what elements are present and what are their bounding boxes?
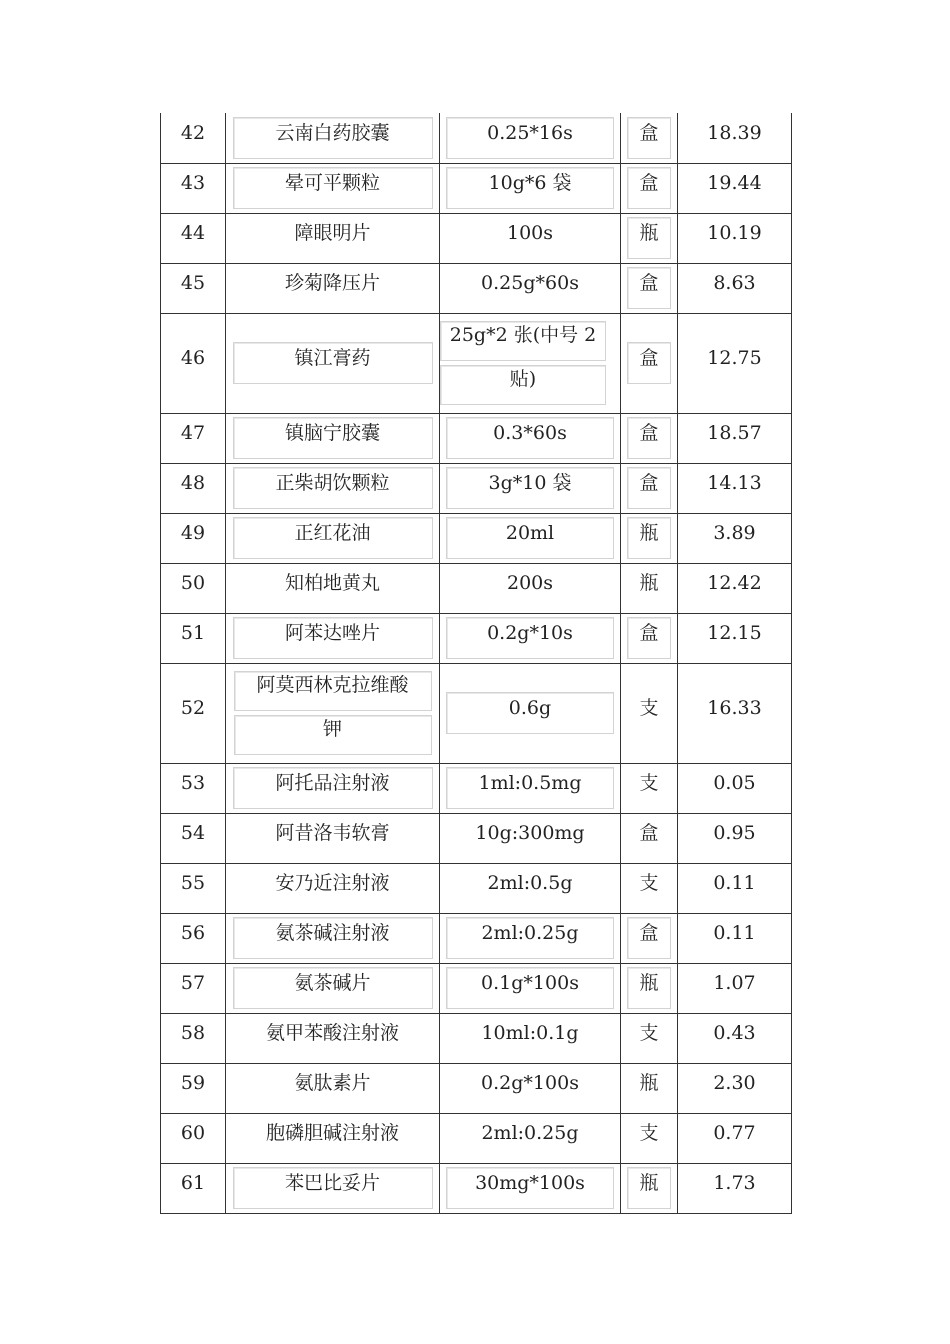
drug-price: 10.19 [707, 222, 762, 244]
drug-price: 18.57 [707, 422, 762, 444]
drug-price: 12.75 [707, 347, 762, 369]
drug-spec: 0.3*60s [446, 417, 614, 459]
drug-unit: 盒 [627, 617, 671, 659]
drug-price: 2.30 [713, 1072, 756, 1094]
drug-price: 0.95 [713, 822, 756, 844]
drug-price-table [160, 113, 792, 1214]
table-row [161, 613, 792, 663]
row-number: 50 [180, 572, 206, 594]
table-row [161, 463, 792, 513]
drug-name: 阿托品注射液 [233, 767, 433, 809]
table-row [161, 263, 792, 313]
drug-spec: 200s [506, 572, 553, 594]
row-number: 52 [180, 697, 206, 719]
drug-spec: 0.2g*100s [481, 1072, 579, 1094]
drug-name: 镇江膏药 [233, 342, 433, 384]
table-row [161, 1113, 792, 1163]
drug-spec: 10ml:0.1g [481, 1022, 579, 1044]
drug-unit: 支 [639, 1022, 659, 1044]
table-row [161, 813, 792, 863]
row-number: 56 [180, 922, 206, 944]
row-number: 48 [180, 472, 206, 494]
table-row [161, 763, 792, 813]
drug-spec: 0.6g [446, 692, 614, 734]
drug-unit: 瓶 [627, 517, 671, 559]
drug-spec: 2ml:0.5g [487, 872, 573, 894]
row-number: 46 [180, 347, 206, 369]
drug-name: 珍菊降压片 [284, 272, 380, 294]
table-row [161, 1013, 792, 1063]
drug-name: 氨茶碱注射液 [233, 917, 433, 959]
drug-price: 0.05 [713, 772, 756, 794]
row-number: 61 [180, 1172, 206, 1194]
drug-spec: 0.25g*60s [481, 272, 579, 294]
row-number: 45 [180, 272, 206, 294]
drug-name: 安乃近注射液 [275, 872, 390, 894]
drug-spec: 2ml:0.25g [446, 917, 614, 959]
drug-unit: 盒 [627, 117, 671, 159]
drug-name-line: 阿莫西林克拉维酸 [234, 671, 432, 711]
drug-price: 0.43 [713, 1022, 756, 1044]
drug-unit: 盒 [639, 822, 659, 844]
drug-spec: 0.2g*10s [446, 617, 614, 659]
row-number: 57 [180, 972, 206, 994]
table-row [161, 413, 792, 463]
table-row [161, 1063, 792, 1113]
drug-unit: 盒 [627, 267, 671, 309]
row-number: 49 [180, 522, 206, 544]
drug-price: 14.13 [707, 472, 762, 494]
drug-name-line: 钾 [234, 715, 432, 755]
drug-unit: 盒 [627, 467, 671, 509]
drug-name: 障眼明片 [294, 222, 371, 244]
drug-price: 1.07 [713, 972, 756, 994]
table-row [161, 913, 792, 963]
row-number: 60 [180, 1122, 206, 1144]
drug-unit: 支 [639, 697, 659, 719]
drug-unit: 支 [639, 772, 659, 794]
drug-price: 19.44 [707, 172, 762, 194]
drug-name: 云南白药胶囊 [233, 117, 433, 159]
drug-name: 阿昔洛韦软膏 [275, 822, 390, 844]
drug-price: 1.73 [713, 1172, 756, 1194]
drug-unit: 瓶 [627, 1167, 671, 1209]
drug-price: 0.11 [713, 872, 756, 894]
drug-name: 苯巴比妥片 [233, 1167, 433, 1209]
drug-spec: 20ml [446, 517, 614, 559]
row-number: 44 [180, 222, 206, 244]
drug-name: 氨茶碱片 [233, 967, 433, 1009]
table-row [161, 163, 792, 213]
drug-spec: 0.1g*100s [446, 967, 614, 1009]
table-row [161, 1163, 792, 1213]
drug-spec: 100s [506, 222, 553, 244]
drug-name: 胞磷胆碱注射液 [265, 1122, 399, 1144]
drug-unit: 瓶 [627, 967, 671, 1009]
drug-name: 氨甲苯酸注射液 [265, 1022, 399, 1044]
drug-spec: 1ml:0.5mg [446, 767, 614, 809]
drug-unit: 瓶 [639, 1072, 659, 1094]
drug-price: 0.11 [713, 922, 756, 944]
drug-name: 正红花油 [233, 517, 433, 559]
drug-unit: 盒 [627, 917, 671, 959]
drug-name [234, 671, 432, 755]
table-row [161, 513, 792, 563]
drug-unit: 瓶 [639, 572, 659, 594]
drug-name: 阿苯达唑片 [233, 617, 433, 659]
drug-price: 16.33 [707, 697, 762, 719]
table-row [161, 663, 792, 763]
drug-spec: 30mg*100s [446, 1167, 614, 1209]
drug-spec-line: 25g*2 张(中号 2 [440, 321, 606, 361]
row-number: 53 [180, 772, 206, 794]
drug-spec: 10g*6 袋 [446, 167, 614, 209]
drug-name: 氨肽素片 [294, 1072, 371, 1094]
drug-name: 正柴胡饮颗粒 [233, 467, 433, 509]
table-row [161, 313, 792, 413]
row-number: 54 [180, 822, 206, 844]
row-number: 59 [180, 1072, 206, 1094]
drug-unit: 支 [639, 1122, 659, 1144]
row-number: 51 [180, 622, 206, 644]
drug-price: 3.89 [713, 522, 756, 544]
drug-name: 知柏地黄丸 [284, 572, 380, 594]
row-number: 43 [180, 172, 206, 194]
row-number: 58 [180, 1022, 206, 1044]
row-number: 47 [180, 422, 206, 444]
drug-spec: 3g*10 袋 [446, 467, 614, 509]
drug-unit: 瓶 [627, 217, 671, 259]
drug-spec-line: 贴) [440, 365, 606, 405]
drug-name: 晕可平颗粒 [233, 167, 433, 209]
table-row [161, 863, 792, 913]
table-row [161, 563, 792, 613]
table-row [161, 963, 792, 1013]
drug-spec: 0.25*16s [446, 117, 614, 159]
drug-spec: 10g:300mg [475, 822, 585, 844]
drug-price: 0.77 [713, 1122, 756, 1144]
drug-price: 12.15 [707, 622, 762, 644]
table-row [161, 213, 792, 263]
drug-spec: 2ml:0.25g [481, 1122, 579, 1144]
drug-price: 18.39 [707, 121, 762, 144]
row-number: 42 [180, 121, 206, 144]
drug-unit: 盒 [627, 167, 671, 209]
drug-unit: 盒 [627, 342, 671, 384]
table-row [161, 113, 792, 163]
drug-unit: 盒 [627, 417, 671, 459]
drug-unit: 支 [639, 872, 659, 894]
drug-name: 镇脑宁胶囊 [233, 417, 433, 459]
drug-price: 8.63 [713, 272, 756, 294]
drug-price: 12.42 [707, 572, 762, 594]
drug-spec [440, 321, 606, 405]
row-number: 55 [180, 872, 206, 894]
